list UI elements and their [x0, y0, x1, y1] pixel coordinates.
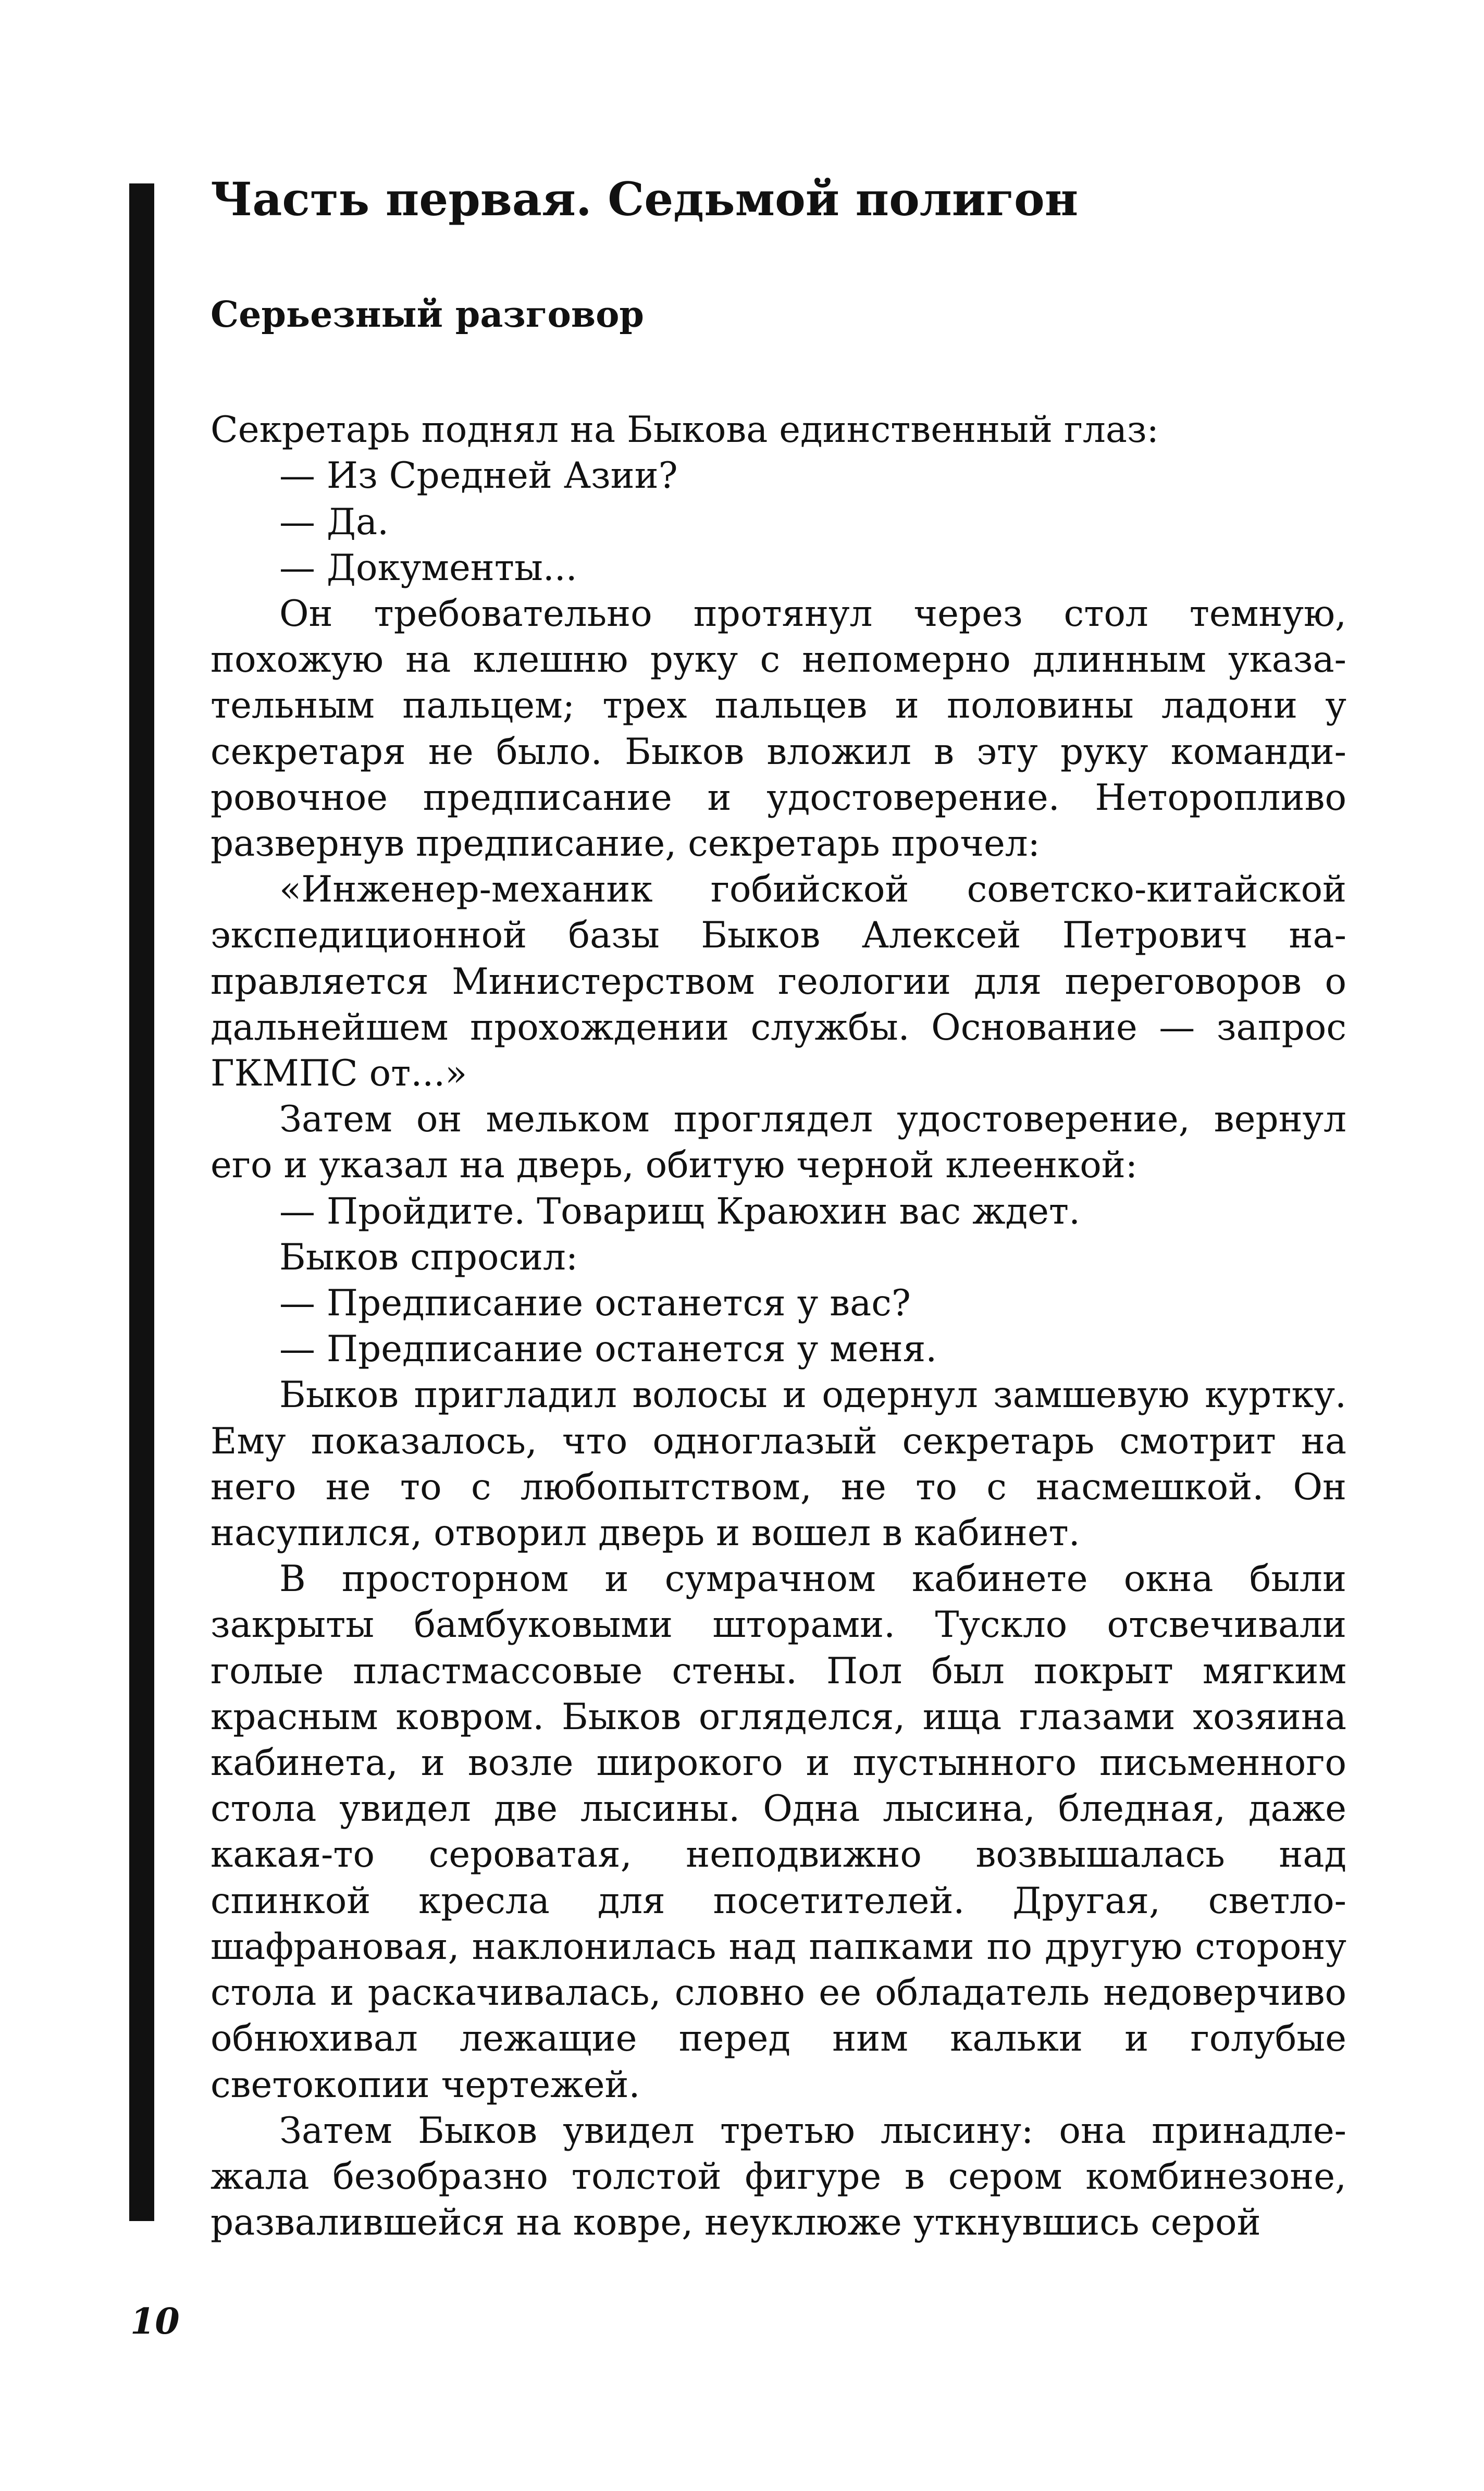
- part-title: Часть первая. Седьмой полигон: [211, 172, 1079, 226]
- paragraph: Секретарь поднял на Быкова единственный глаз:: [211, 409, 1159, 451]
- paragraph: Затем Быков увидел третью лысину: она принадлежала безобразно толстой фигуре в сером комбинезоне, развалившейся на ковре, неуклюже уткнувшись серой: [211, 2110, 1346, 2244]
- paragraph: — Пройдите. Товарищ Краюхин вас ждет.: [279, 1190, 1081, 1232]
- body-text: [211, 407, 1346, 2246]
- paragraph: Быков спросил:: [279, 1236, 578, 1278]
- paragraph: — Из Средней Азии?: [279, 455, 678, 497]
- paragraph: Он требовательно протянул через стол темную, похожую на клешню руку с непомерно длинным указательным пальцем; трех пальцев и половины ладони у секретаря не было. Быков вложил в эту руку командировочное предписание и удостоверение. Неторопливо развернув предписание, секретарь прочел:: [211, 593, 1346, 865]
- paragraph: — Предписание останется у вас?: [279, 1283, 911, 1325]
- margin-bar: [129, 183, 154, 2221]
- book-page: [211, 172, 1346, 2246]
- paragraph: «Инженер-механик гобийской советско-китайской экспедиционной базы Быков Алексей Петрович направляется Министерством геологии для переговоров о дальнейшем прохождении службы. Основание — запрос ГКМПС от...»: [211, 869, 1346, 1095]
- paragraph: Затем он мельком проглядел удостоверение, вернул его и указал на дверь, обитую черной клеенкой:: [211, 1099, 1346, 1187]
- paragraph: В просторном и сумрачном кабинете окна были закрыты бамбуковыми шторами. Тускло отсвечивали голые пластмассовые стены. Пол был покрыт мягким красным ковром. Быков огляделся, ища глазами хозяина кабинета, и возле широкого и пустынного письменного стола увидел две лысины. Одна лысина, бледная, даже какая-то сероватая, неподвижно возвышалась над спинкой кресла для посетителей. Другая, светло-шафрановая, наклонилась над папками по другую сторону стола и раскачивалась, словно ее обладатель недоверчиво обнюхивал лежащие перед ним кальки и голубые светокопии чертежей.: [211, 1558, 1346, 2106]
- paragraph: — Предписание останется у меня.: [279, 1328, 937, 1371]
- paragraph: — Документы...: [279, 547, 577, 589]
- chapter-title: Серьезный разговор: [211, 293, 644, 336]
- page-number: 10: [130, 2301, 180, 2342]
- paragraph: Быков пригладил волосы и одернул замшевую куртку. Ему показалось, что одноглазый секретарь смотрит на него не то с любопытством, не то с насмешкой. Он насупился, отворил дверь и вошел в кабинет.: [211, 1374, 1346, 1555]
- paragraph: — Да.: [279, 501, 389, 543]
